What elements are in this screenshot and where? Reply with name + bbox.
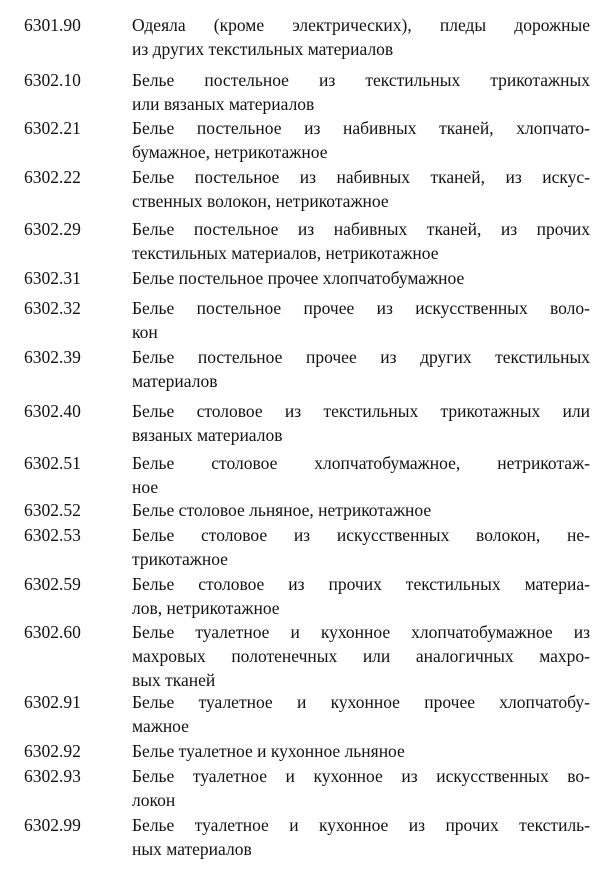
code-number: 6302.22 (24, 167, 81, 187)
description-line: Белье туалетное и кухонное хлопчатобумажное из (132, 622, 590, 642)
code-description (132, 266, 590, 290)
description-line: из других текстильных материалов (132, 39, 394, 59)
description-line: Белье постельное из набивных тканей, хлопчато- (132, 118, 590, 138)
description-line: Белье постельное прочее из искусственных воло- (132, 298, 590, 318)
description-line: мажное (132, 716, 189, 736)
code-description (132, 399, 590, 447)
code-description (132, 217, 590, 265)
description-line: кон (132, 322, 158, 342)
description-line: ственных волокон, нетрикотажное (132, 191, 389, 211)
code-description (132, 620, 590, 692)
description-line: Белье столовое из прочих текстильных материа- (132, 574, 590, 594)
description-line: Белье туалетное и кухонное из прочих текстиль- (132, 815, 590, 835)
description-line: Белье туалетное и кухонное льняное (132, 741, 405, 761)
code-number: 6302.52 (24, 500, 81, 520)
code-description (132, 523, 590, 571)
code-number: 6302.29 (24, 219, 81, 239)
description-line: лов, нетрикотажное (132, 598, 280, 618)
code-number: 6302.32 (24, 298, 81, 318)
code-number: 6302.99 (24, 815, 81, 835)
description-line: текстильных материалов, нетрикотажное (132, 243, 439, 263)
description-line: Белье постельное из набивных тканей, из прочих (132, 219, 590, 239)
description-line: локон (132, 790, 176, 810)
code-description (132, 739, 590, 763)
description-line: вых тканей (132, 670, 216, 690)
description-line: Белье туалетное и кухонное прочее хлопчатобу- (132, 692, 590, 712)
code-number: 6302.51 (24, 453, 81, 473)
code-number: 6302.92 (24, 741, 81, 761)
code-number: 6302.91 (24, 692, 81, 712)
code-description (132, 572, 590, 620)
description-line: материалов (132, 371, 218, 391)
code-description (132, 116, 590, 164)
code-description (132, 690, 590, 738)
code-description (132, 13, 590, 61)
description-line: Белье постельное из набивных тканей, из искус- (132, 167, 590, 187)
description-line: Одеяла (кроме электрических), пледы дорожные (132, 15, 590, 35)
code-number: 6302.60 (24, 622, 81, 642)
description-line: Белье столовое из искусственных волокон, не- (132, 525, 590, 545)
code-number: 6302.53 (24, 525, 81, 545)
code-description (132, 498, 590, 522)
description-line: Белье постельное прочее из других текстильных (132, 347, 590, 367)
code-number: 6302.59 (24, 574, 81, 594)
description-line: Белье туалетное и кухонное из искусственных во- (132, 766, 590, 786)
description-line: трикотажное (132, 549, 228, 569)
description-line: ных материалов (132, 839, 252, 859)
description-line: Белье столовое из текстильных трикотажных или (132, 401, 590, 421)
code-number: 6302.10 (24, 70, 81, 90)
code-description (132, 68, 590, 116)
code-number: 6302.39 (24, 347, 81, 367)
code-number: 6302.31 (24, 268, 81, 288)
code-number: 6302.21 (24, 118, 81, 138)
description-line: Белье постельное из текстильных трикотажных (132, 70, 590, 90)
code-number: 6301.90 (24, 15, 81, 35)
description-line: вязаных материалов (132, 425, 283, 445)
description-line: или вязаных материалов (132, 94, 315, 114)
code-number: 6302.40 (24, 401, 81, 421)
description-line: бумажное, нетрикотажное (132, 142, 328, 162)
code-description (132, 764, 590, 812)
code-description (132, 296, 590, 344)
description-line: Белье столовое хлопчатобумажное, нетрикотаж- (132, 453, 590, 473)
description-line: Белье постельное прочее хлопчатобумажное (132, 268, 465, 288)
code-number: 6302.93 (24, 766, 81, 786)
description-line: махровых полотенечных или аналогичных махро- (132, 646, 590, 666)
code-description (132, 813, 590, 861)
description-line: Белье столовое льняное, нетрикотажное (132, 500, 432, 520)
description-line: ное (132, 477, 159, 497)
code-description (132, 345, 590, 393)
code-description (132, 165, 590, 213)
code-description (132, 451, 590, 499)
